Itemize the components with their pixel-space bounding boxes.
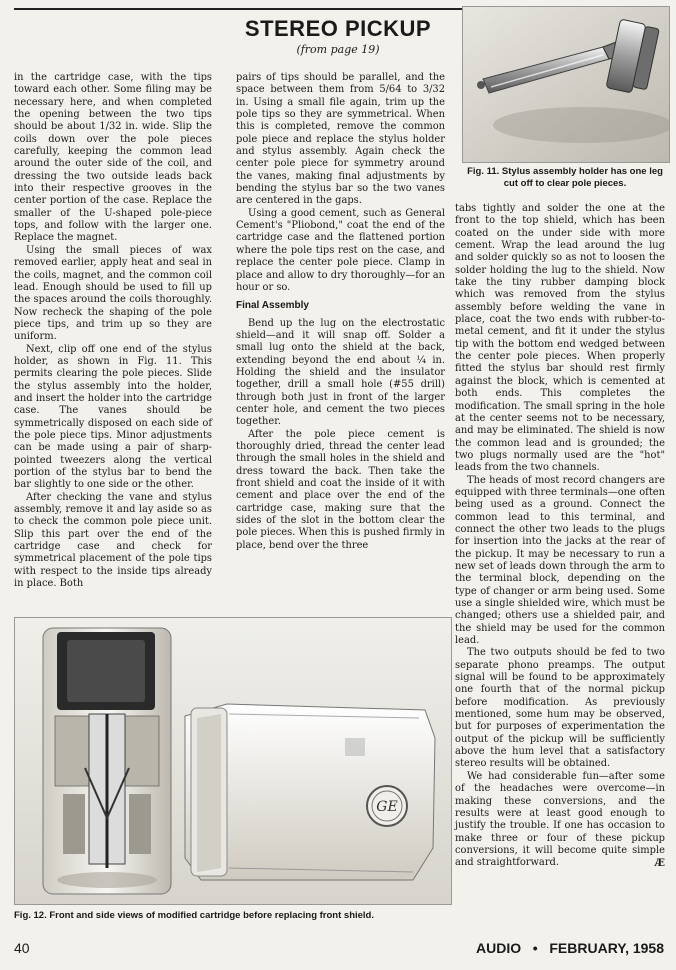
paragraph: Using the small pieces of wax removed earlier, apply heat and seal in the coils, magnet, and the common coil lead. Enough should be used to fill up the spaces around the coils thoroughly. Now recheck the shaping of the pole piece tips, and trim up so they are uniform. bbox=[14, 244, 212, 343]
paragraph: The heads of most record changers are equipped with three terminals—one often being used as a ground. Connect the common lead to this terminal, and connect the other two leads to the plugs for insertion into the jacks at the rear of the pickup. It may be necessary to run a new set of leads down through the arm to the terminal block, depending on the type of changer or arm being used. Some use a single shielded wire, which must be changed; others use a shielded pair, and the shield may be used for the common lead. bbox=[455, 474, 665, 647]
column-1 bbox=[14, 72, 212, 590]
page-number: 40 bbox=[14, 940, 30, 956]
column-2 bbox=[236, 72, 445, 552]
paragraph: The two outputs should be fed to two separate phono preamps. The output signal will be found to be approximately one fourth that of the normal pickup before modification. As previously mentioned, some hum may be observed, but for purposes of experimentation the output of the pickup will be sufficiently above the hum level that a satisfactory stereo results will be obtained. bbox=[455, 647, 665, 770]
paragraph: Next, clip off one end of the stylus holder, as shown in Fig. 11. This permits clearing the pole pieces. Slide the stylus assembly into the holder, and insert the holder into the cartridge case. The vanes should be symmetrically disposed on each side of the pole piece tips. Minor adjustments can be made using a pair of sharp-pointed tweezers along the vertical portion of the stylus bar to bend the bar slightly to one side or the other. bbox=[14, 343, 212, 491]
magazine-name: AUDIO bbox=[475, 940, 522, 956]
paragraph: in the cartridge case, with the tips toward each other. Some filing may be necessary here, and when completed the opening between the two tips should be about 1/32 in. wide. Slip the coils down over the pole pieces carefully, keeping the common lead around the outer side of the coil, and dressing the two outside leads back into their respective grooves in the center portion of the case. Replace the smaller of the U-shaped pole-piece tops, and follow with the larger one. Replace the magnet. bbox=[14, 72, 212, 244]
end-mark: Æ bbox=[654, 857, 665, 869]
paragraph: pairs of tips should be parallel, and the space between them from 5/64 to 3/32 in. Using a small file again, trim up the pole tips so they are symmetrical. When this is completed, remove the common pole piece and replace the stylus holder and stylus assembly. Again check the center pole piece for symmetry around the vanes, making final adjustments by bending the stylus bar so the two vanes are centered in the gaps. bbox=[236, 72, 445, 207]
fig11-caption: Fig. 11. Stylus assembly holder has one leg cut off to clear pole pieces. bbox=[467, 166, 663, 189]
continued-note: (from page 19) bbox=[296, 43, 380, 56]
cartridge-illustration bbox=[15, 618, 451, 904]
paragraph: tabs tightly and solder the one at the front to the top shield, which has been coated on the under side with more cement. Wrap the lead around the lug and solder quickly so as not to loosen the solder holding the lug to the shield. Now take the tiny rubber damping block which was removed from the stylus assembly before welding the vane in place, coat the two ends with rubber-to-metal cement, and fit it under the stylus tip with the bottom end wedged between the center pole pieces. When properly fitted the stylus bar should rest firmly against the block, which is cemented at both ends. This completes the modification. The small spring in the hole at the center seems not to be necessary, and may be eliminated. The shield is now the common lead and is grounded; the two plugs normally used are the "hot" leads from the two channels. bbox=[455, 203, 665, 474]
column-3 bbox=[455, 203, 665, 870]
paragraph: After checking the vane and stylus assembly, remove it and lay aside so as to check the common pole piece unit. Slip this part over the end of the cartridge case and check for symmetrical placement of the pole tips with respect to the inside tips already in place. Both bbox=[14, 491, 212, 590]
ge-logo-badge: GE bbox=[376, 799, 398, 815]
footer-magazine-date bbox=[476, 940, 664, 956]
issue-date: FEBRUARY, 1958 bbox=[549, 940, 664, 956]
fig11-photo bbox=[462, 6, 670, 163]
article-title: STEREO PICKUP bbox=[244, 16, 432, 41]
section-heading: Final Assembly bbox=[236, 300, 309, 312]
paragraph: After the pole piece cement is thoroughly dried, thread the center lead through the small holes in the shield and dress toward the back. Then take the front shield and coat the inside of it with cement and place over the end of the cartridge case, making sure that the sides of the slot in the bottom clear the pole pieces. When this is pushed firmly in place, bend over the three bbox=[236, 428, 445, 551]
fig12-photo bbox=[14, 617, 452, 905]
paragraph: Bend up the lug on the electrostatic shield—and it will snap off. Solder a small lug onto the shield at the back, extending beyond the end about ¼ in. Holding the shield and the insulator together, drill a small hole (#55 drill) through both just in front of the larger center hole, and cement the two pieces together. bbox=[236, 317, 445, 428]
fig12-caption: Fig. 12. Front and side views of modified cartridge before replacing front shield. bbox=[14, 910, 375, 921]
paragraph: Using a good cement, such as General Cement's "Pliobond," coat the end of the cartridge case and the flattened portion where the pole tips rest on the case, and replace the center pole piece. Clamp in place and allow to dry thoroughly—for an hour or so. bbox=[236, 207, 445, 293]
bullet-separator: • bbox=[525, 940, 546, 956]
stylus-holder-illustration bbox=[463, 7, 669, 162]
paragraph: We had considerable fun—after some of the headaches were overcome—in making these conversions, and the results were at least good enough to justify the trouble. If one has occasion to make three or four of these pickup conversions, it will become quite simple and straightforward. bbox=[455, 770, 665, 869]
